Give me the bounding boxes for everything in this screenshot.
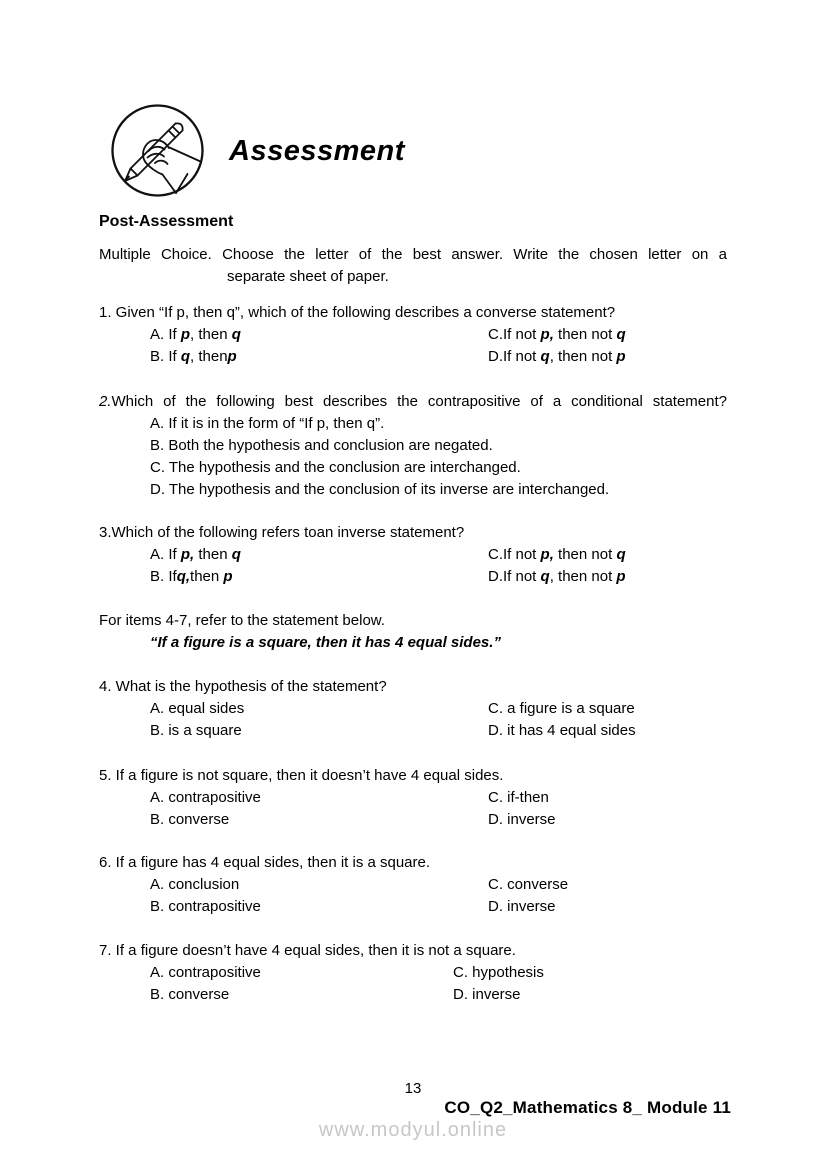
- question-1-options: [99, 324, 727, 368]
- question-5-option-b: B. converse: [150, 811, 230, 828]
- question-1-option-c: C.If not p, then not q: [488, 326, 626, 343]
- question-6-options: [99, 874, 727, 918]
- page-number: 13: [404, 1080, 422, 1097]
- question-4: [99, 676, 727, 742]
- instructions-line-2: separate sheet of paper.: [227, 268, 389, 285]
- question-1: [99, 302, 727, 368]
- question-1-option-d: D.If not q, then not p: [488, 348, 626, 365]
- question-5-options: [99, 787, 727, 831]
- question-6-option-d: D. inverse: [488, 898, 556, 915]
- question-2-option-a: A. If it is in the form of “If p, then q”.: [150, 415, 385, 432]
- question-6-text: 6. If a figure has 4 equal sides, then it is a square.: [99, 854, 431, 871]
- question-3-options: [99, 544, 727, 588]
- question-2: [99, 391, 727, 501]
- question-2-text: 2.Which of the following best describes the contrapositive of a conditional statement?: [99, 393, 727, 410]
- question-3: [99, 522, 727, 588]
- question-7-text: 7. If a figure doesn’t have 4 equal sides, then it is not a square.: [99, 942, 516, 959]
- question-7-option-a: A. contrapositive: [150, 964, 261, 981]
- question-6-option-a: A. conclusion: [150, 876, 240, 893]
- assessment-header: [110, 0, 826, 198]
- question-5-option-d: D. inverse: [488, 811, 556, 828]
- question-4-option-a: A. equal sides: [150, 700, 245, 717]
- question-2-options: [99, 413, 727, 501]
- question-7-option-b: B. converse: [150, 986, 230, 1003]
- watermark: www.modyul.online: [318, 1119, 508, 1141]
- question-2-option-d: D. The hypothesis and the conclusion of its inverse are interchanged.: [150, 481, 610, 498]
- question-4-options: [99, 698, 727, 742]
- question-5-option-a: A. contrapositive: [150, 789, 261, 806]
- question-7-options: [99, 962, 727, 1006]
- page-title: Assessment: [229, 134, 405, 167]
- module-label: CO_Q2_Mathematics 8_ Module 11: [444, 1098, 731, 1117]
- question-6-option-c: C. converse: [488, 876, 569, 893]
- question-1-option-a: A. If p, then q: [150, 326, 241, 343]
- question-3-option-c: C.If not p, then not q: [488, 546, 626, 563]
- question-7: [99, 940, 727, 1006]
- reference-intro: For items 4-7, refer to the statement below.: [99, 612, 385, 629]
- instructions-line-1: Multiple Choice. Choose the letter of the best answer. Write the chosen letter on a: [99, 246, 727, 263]
- question-5: [99, 765, 727, 831]
- instructions: [99, 244, 727, 288]
- question-4-text: 4. What is the hypothesis of the statement?: [99, 678, 387, 695]
- question-7-option-d: D. inverse: [453, 986, 521, 1003]
- question-2-option-c: C. The hypothesis and the conclusion are interchanged.: [150, 459, 521, 476]
- question-7-option-c: C. hypothesis: [453, 964, 544, 981]
- question-1-option-b: B. If q, thenp: [150, 348, 237, 365]
- page-content: [99, 211, 727, 1006]
- question-4-option-d: D. it has 4 equal sides: [488, 722, 636, 739]
- question-6-option-b: B. contrapositive: [150, 898, 261, 915]
- question-5-option-c: C. if-then: [488, 789, 549, 806]
- hand-writing-pencil-icon: [110, 103, 205, 198]
- question-2-option-b: B. Both the hypothesis and conclusion are negated.: [150, 437, 493, 454]
- question-1-text: 1. Given “If p, then q”, which of the following describes a converse statement?: [99, 304, 616, 321]
- question-3-option-d: D.If not q, then not p: [488, 568, 626, 585]
- question-3-text: 3.Which of the following refers toan inverse statement?: [99, 524, 465, 541]
- question-3-option-a: A. If p, then q: [150, 546, 241, 563]
- question-3-option-b: B. Ifq,then p: [150, 568, 233, 585]
- question-4-option-c: C. a figure is a square: [488, 700, 635, 717]
- section-title: Post-Assessment: [99, 213, 234, 230]
- question-4-option-b: B. is a square: [150, 722, 242, 739]
- question-5-text: 5. If a figure is not square, then it doesn’t have 4 equal sides.: [99, 767, 504, 784]
- question-6: [99, 852, 727, 918]
- reference-statement: “If a figure is a square, then it has 4 equal sides.”: [150, 634, 501, 651]
- reference-block: [99, 610, 727, 654]
